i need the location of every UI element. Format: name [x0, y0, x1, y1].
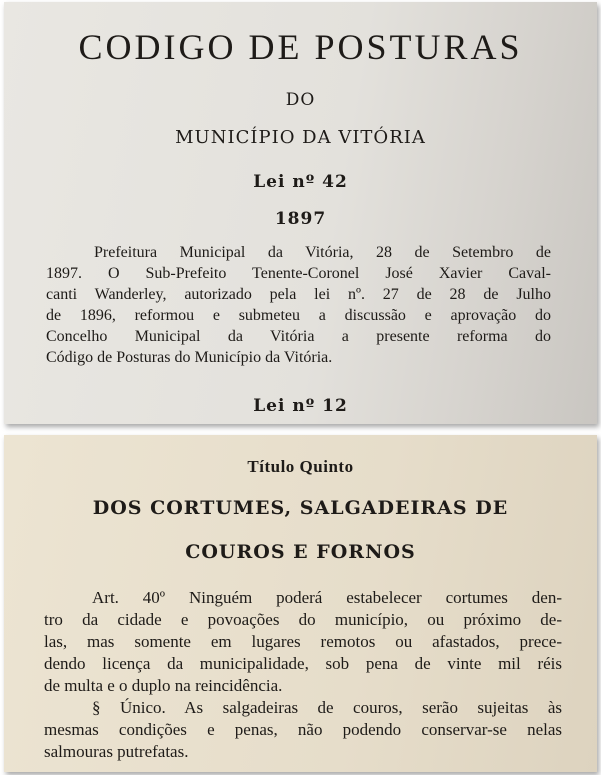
document-page-top [4, 2, 597, 424]
law-year: 1897 [274, 209, 327, 229]
municipality-heading: MUNICÍPIO DA VITÓRIA [175, 127, 426, 148]
paragraph-line: Prefeitura Municipal da Vitória, 28 de Setembro de [94, 244, 551, 261]
paragraph-line: tro da cidade e povoações do município, ou próximo de- [44, 610, 562, 629]
law-number: Lei nº 42 [253, 172, 348, 192]
paragraph-line: las, mas somente em lugares remotos ou afastados, prece- [44, 632, 562, 651]
document-title: CODIGO DE POSTURAS [78, 27, 523, 67]
paragraph-line: Concelho Municipal da Vitória a presente reforma do [46, 328, 551, 345]
document-page-bottom [4, 435, 597, 772]
next-law-number: Lei nº 12 [253, 396, 348, 416]
paragraph-line: salmouras putrefatas. [44, 742, 189, 761]
paragraph-line: Código de Posturas do Município da Vitória. [46, 349, 333, 366]
paragraph-line: canti Wanderley, autorizado pela lei nº. 27 de 28 de Julho [46, 286, 551, 303]
subtitle-do: DO [285, 90, 316, 110]
section-title: Título Quinto [247, 457, 354, 476]
paragraph-line: de multa e o duplo na reincidência. [44, 676, 283, 695]
paragraph-line: 1897. O Sub-Prefeito Tenente-Coronel José Xavier Caval- [46, 265, 551, 282]
paragraph-line: Art. 40º Ninguém poderá estabelecer cortumes den- [92, 588, 562, 607]
paragraph-line: dendo licença da municipalidade, sob pena de vinte mil réis [44, 654, 562, 673]
preamble-paragraph [46, 242, 551, 368]
chapter-heading-line1: DOS CORTUMES, SALGADEIRAS DE [92, 497, 509, 519]
article-paragraph [44, 587, 562, 763]
paragraph-line: mesmas condições e penas, não podendo conservar-se nelas [44, 720, 562, 739]
paragraph-line: § Único. As salgadeiras de couros, serão sujeitas às [92, 698, 562, 717]
paragraph-line: de 1896, reformou e submeteu a discussão e aprovação do [46, 307, 551, 324]
chapter-heading-line2: COUROS E FORNOS [185, 541, 416, 563]
